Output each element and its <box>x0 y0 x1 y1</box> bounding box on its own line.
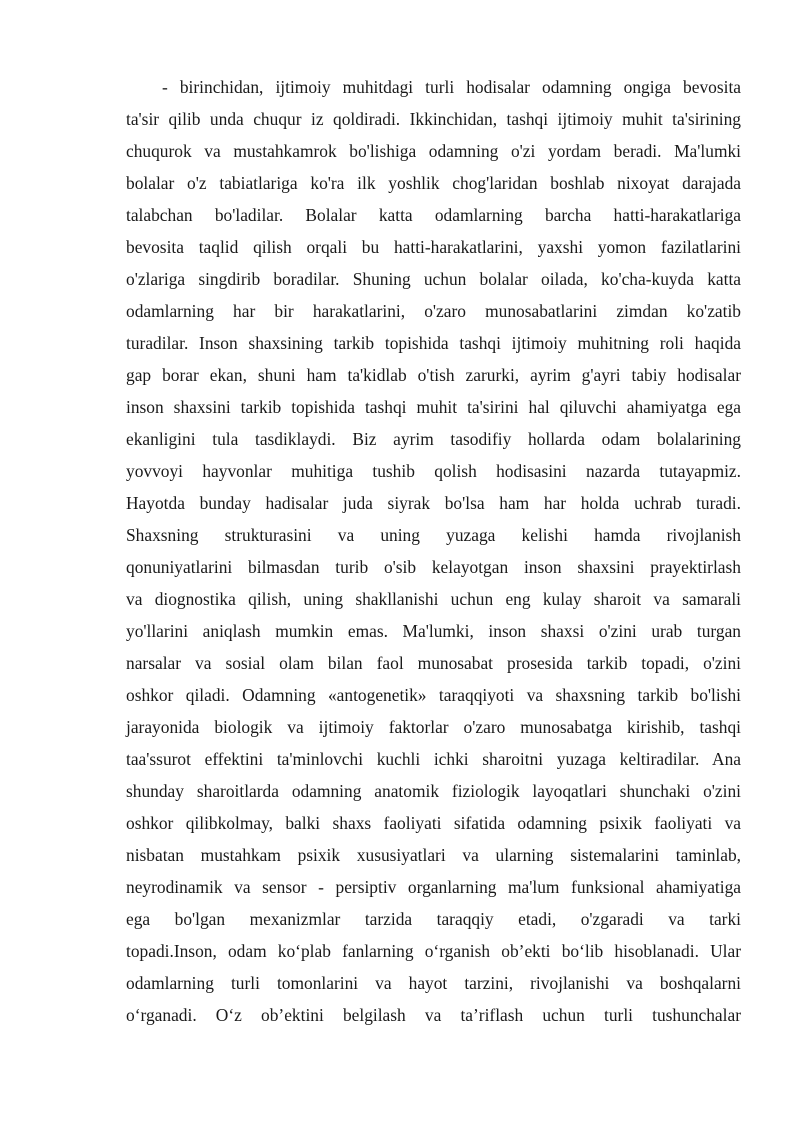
text-line: o'zlariga singdirib boradilar. Shuning uchun bolalar oilada, ko'cha-kuyda katta <box>126 269 741 289</box>
text-line: bevosita taqlid qilish orqali bu hatti-harakatlarini, yaxshi yomon fazilatlarini <box>126 237 741 257</box>
text-line: narsalar va sosial olam bilan faol munosabat prosesida tarkib topadi, o'zini <box>126 653 741 673</box>
text-line: jarayonida biologik va ijtimoiy faktorlar o'zaro munosabatga kirishib, tashqi <box>126 717 741 737</box>
text-line: nisbatan mustahkam psixik xususiyatlari va ularning sistemalarini taminlab, <box>126 845 741 865</box>
text-line: bolalar o'z tabiatlariga ko'ra ilk yoshlik chog'laridan boshlab nixoyat darajada <box>126 173 741 193</box>
text-line: ega bo'lgan mexanizmlar tarzida taraqqiy etadi, o'zgaradi va tarki <box>126 909 741 929</box>
text-line: va diognostika qilish, uning shakllanishi uchun eng kulay sharoit va samarali <box>126 589 741 609</box>
text-line: yo'llarini aniqlash mumkin emas. Ma'lumki, inson shaxsi o'zini urab turgan <box>126 621 741 641</box>
text-line: turadilar. Inson shaxsining tarkib topishida tashqi ijtimoiy muhitning roli haqida <box>126 333 741 353</box>
text-line: odamlarning har bir harakatlarini, o'zaro munosabatlarini zimdan ko'zatib <box>126 301 741 321</box>
text-line: yovvoyi hayvonlar muhitiga tushib qolish hodisasini nazarda tutayapmiz. <box>126 461 741 481</box>
text-line: ta'sir qilib unda chuqur iz qoldiradi. Ikkinchidan, tashqi ijtimoiy muhit ta'sirining <box>126 109 741 129</box>
text-line: o‘rganadi. O‘z ob’ektini belgilash va ta’riflash uchun turli tushunchalar <box>126 1005 741 1025</box>
text-line: oshkor qiladi. Odamning «antogenetik» taraqqiyoti va shaxsning tarkib bo'lishi <box>126 685 741 705</box>
text-line: qonuniyatlarini bilmasdan turib o'sib kelayotgan inson shaxsini prayektirlash <box>126 557 741 577</box>
text-line: chuqurok va mustahkamrok bo'lishiga odamning o'zi yordam beradi. Ma'lumki <box>126 141 741 161</box>
text-line: topadi.Inson, odam ko‘plab fanlarning o‘rganish ob’ekti bo‘lib hisoblanadi. Ular <box>126 941 741 961</box>
text-line: ekanligini tula tasdiklaydi. Biz ayrim tasodifiy hollarda odam bolalarining <box>126 429 741 449</box>
text-line: oshkor qilibkolmay, balki shaxs faoliyati sifatida odamning psixik faoliyati va <box>126 813 741 833</box>
text-line: taa'ssurot effektini ta'minlovchi kuchli ichki sharoitni yuzaga keltiradilar. Ana <box>126 749 741 769</box>
text-line: Shaxsning strukturasini va uning yuzaga kelishi hamda rivojlanish <box>126 525 741 545</box>
text-line: talabchan bo'ladilar. Bolalar katta odamlarning barcha hatti-harakatlariga <box>126 205 741 225</box>
text-line: shunday sharoitlarda odamning anatomik fiziologik layoqatlari shunchaki o'zini <box>126 781 741 801</box>
text-line: Hayotda bunday hadisalar juda siyrak bo'lsa ham har holda uchrab turadi. <box>126 493 741 513</box>
text-line: odamlarning turli tomonlarini va hayot tarzini, rivojlanishi va boshqalarni <box>126 973 741 993</box>
text-line: gap borar ekan, shuni ham ta'kidlab o'tish zarurki, ayrim g'ayri tabiy hodisalar <box>126 365 741 385</box>
text-line: neyrodinamik va sensor - persiptiv organlarning ma'lum funksional ahamiyatiga <box>126 877 741 897</box>
text-line: - birinchidan, ijtimoiy muhitdagi turli hodisalar odamning ongiga bevosita <box>162 77 741 97</box>
text-line: inson shaxsini tarkib topishida tashqi muhit ta'sirini hal qiluvchi ahamiyatga ega <box>126 397 741 417</box>
